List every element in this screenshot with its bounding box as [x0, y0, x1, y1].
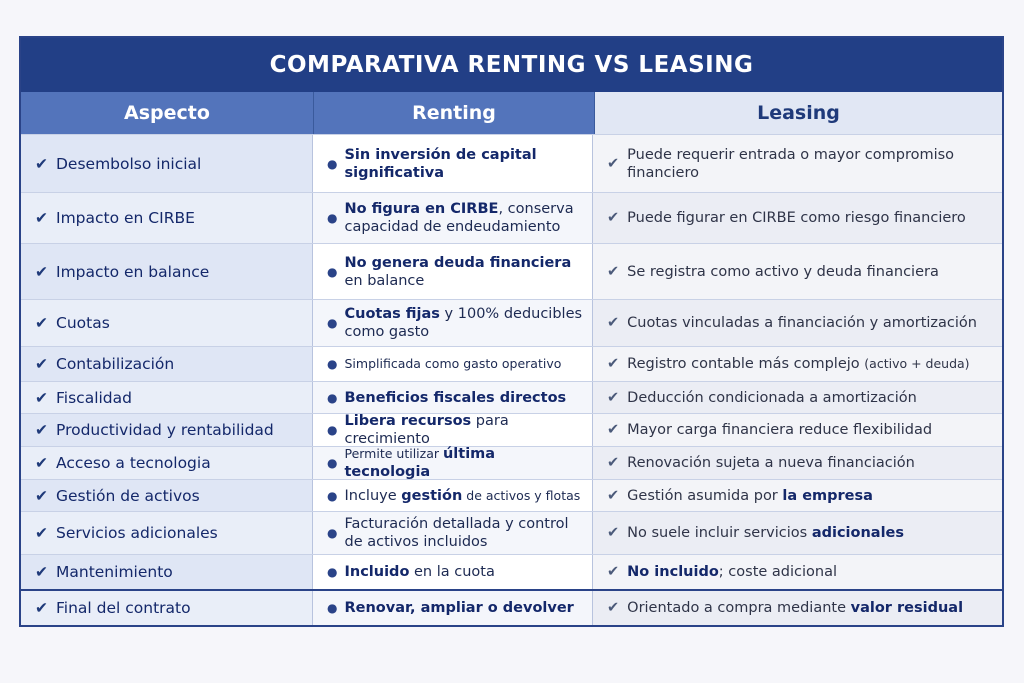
leasing-text-segment: No incluido — [627, 564, 719, 580]
renting-text-segment: Simplificada como gasto operativo — [344, 356, 562, 371]
renting-text-segment: última tecnologia — [344, 446, 496, 480]
leasing-text-segment: ; coste adicional — [718, 564, 837, 580]
bullet-icon: ● — [327, 601, 338, 615]
renting-text — [344, 389, 566, 407]
aspect-cell — [21, 555, 313, 589]
leasing-cell — [593, 480, 1002, 511]
renting-cell — [313, 193, 593, 243]
check-icon: ✔ — [35, 421, 48, 439]
header-renting: Renting — [314, 92, 595, 134]
table-row — [21, 479, 1002, 511]
header-aspecto: Aspecto — [21, 92, 314, 134]
aspect-label: Mantenimiento — [56, 563, 173, 581]
renting-text-segment: Facturación detallada y control de activos incluidos — [344, 516, 569, 550]
aspect-label: Impacto en CIRBE — [56, 209, 195, 227]
check-icon: ✔ — [607, 422, 620, 438]
table-row — [21, 381, 1002, 413]
leasing-cell — [593, 347, 1002, 381]
aspect-cell — [21, 480, 313, 511]
renting-text — [344, 515, 584, 551]
leasing-text-segment: adicionales — [811, 525, 905, 541]
renting-text — [344, 487, 580, 505]
renting-text — [344, 412, 584, 448]
renting-cell — [313, 447, 593, 479]
renting-cell — [313, 135, 593, 192]
renting-text-segment: , conserva capacidad de endeudamiento — [344, 201, 574, 235]
check-icon: ✔ — [607, 525, 620, 541]
check-icon: ✔ — [607, 455, 620, 471]
check-icon: ✔ — [607, 600, 620, 616]
aspect-label: Contabilización — [56, 355, 175, 373]
renting-text-segment: Cuotas fijas — [344, 306, 440, 322]
comparison-table — [19, 36, 1004, 627]
check-icon: ✔ — [35, 355, 48, 373]
aspect-cell — [21, 193, 313, 243]
table-body — [21, 134, 1002, 625]
aspect-cell — [21, 244, 313, 299]
table-row — [21, 413, 1002, 446]
bullet-icon: ● — [327, 390, 338, 405]
renting-text-segment: Beneficios fiscales directos — [344, 389, 567, 406]
renting-cell — [313, 480, 593, 511]
bullet-icon: ● — [327, 264, 338, 279]
aspect-cell — [21, 447, 313, 479]
leasing-cell — [593, 382, 1002, 413]
aspect-label: Cuotas — [56, 314, 110, 332]
renting-cell — [313, 512, 593, 554]
renting-cell — [313, 347, 593, 381]
renting-text-segment: Incluido — [344, 564, 410, 580]
leasing-text-segment: Renovación sujeta a nueva financiación — [627, 455, 915, 471]
check-icon: ✔ — [35, 209, 48, 227]
table-row — [21, 446, 1002, 479]
leasing-text-segment: Mayor carga financiera reduce flexibilidad — [627, 422, 933, 438]
table-row — [21, 589, 1002, 625]
renting-text — [344, 599, 573, 617]
table-row — [21, 134, 1002, 192]
renting-text-segment: No genera deuda financiera — [344, 254, 572, 271]
leasing-text-segment: No suele incluir servicios — [627, 525, 812, 541]
leasing-text — [627, 146, 994, 182]
renting-text-segment: Renovar, ampliar o devolver — [344, 600, 574, 616]
renting-text-segment: Incluye — [344, 487, 402, 504]
renting-text-segment: Permite utilizar — [344, 446, 443, 461]
check-icon: ✔ — [35, 314, 48, 332]
leasing-text-segment: valor residual — [850, 600, 964, 616]
header-leasing: Leasing — [595, 92, 1002, 134]
renting-text-segment: Libera recursos — [344, 413, 472, 429]
renting-cell — [313, 244, 593, 299]
leasing-cell — [593, 591, 1002, 625]
leasing-text — [627, 389, 917, 407]
aspect-label: Gestión de activos — [56, 486, 200, 505]
aspect-label: Fiscalidad — [56, 388, 132, 407]
bullet-icon: ● — [327, 357, 338, 371]
leasing-text — [627, 314, 977, 332]
leasing-cell — [593, 244, 1002, 299]
check-icon: ✔ — [607, 389, 620, 406]
check-icon: ✔ — [35, 388, 48, 407]
bullet-icon: ● — [327, 211, 338, 225]
bullet-icon: ● — [327, 456, 338, 470]
leasing-cell — [593, 300, 1002, 346]
check-icon: ✔ — [607, 263, 620, 280]
bullet-icon: ● — [327, 423, 338, 437]
aspect-label: Servicios adicionales — [56, 524, 218, 542]
check-icon: ✔ — [607, 564, 620, 580]
renting-text-segment: gestión — [401, 487, 463, 504]
leasing-cell — [593, 414, 1002, 446]
table-title: COMPARATIVA RENTING VS LEASING — [21, 38, 1002, 92]
renting-cell — [313, 300, 593, 346]
renting-text-segment: y 100% deducibles como gasto — [344, 306, 583, 340]
leasing-text-segment: Gestión asumida por — [627, 487, 783, 504]
table-row — [21, 243, 1002, 299]
leasing-text — [627, 263, 939, 281]
check-icon: ✔ — [607, 155, 620, 172]
bullet-icon: ● — [327, 488, 338, 503]
leasing-cell — [593, 555, 1002, 589]
check-icon: ✔ — [607, 210, 620, 226]
check-icon: ✔ — [35, 524, 48, 542]
table-row — [21, 192, 1002, 243]
aspect-label: Desembolso inicial — [56, 154, 202, 173]
check-icon: ✔ — [35, 262, 48, 281]
leasing-text-segment: Se registra como activo y deuda financiera — [627, 263, 939, 280]
leasing-text-segment: Orientado a compra mediante — [627, 600, 851, 616]
leasing-text — [627, 524, 904, 542]
bullet-icon: ● — [327, 526, 338, 540]
renting-text-segment: No figura en CIRBE — [344, 201, 499, 217]
renting-cell — [313, 414, 593, 446]
table-row — [21, 554, 1002, 589]
check-icon: ✔ — [35, 563, 48, 581]
renting-text-segment: de activos y flotas — [462, 487, 581, 503]
leasing-text-segment: Registro contable más complejo — [627, 356, 865, 372]
renting-text — [344, 200, 584, 236]
header-row — [21, 92, 1002, 134]
renting-text-segment: en balance — [344, 272, 425, 289]
leasing-text — [627, 209, 966, 227]
aspect-label: Acceso a tecnologia — [56, 454, 211, 472]
aspect-cell — [21, 512, 313, 554]
bullet-icon: ● — [327, 565, 338, 579]
leasing-text — [627, 487, 873, 505]
aspect-cell — [21, 414, 313, 446]
check-icon: ✔ — [35, 154, 48, 173]
renting-cell — [313, 382, 593, 413]
renting-text-segment: para crecimiento — [344, 413, 509, 447]
aspect-cell — [21, 300, 313, 346]
renting-text-segment: Sin inversión de capital significativa — [344, 146, 537, 181]
renting-text — [344, 355, 561, 373]
table-row — [21, 346, 1002, 381]
check-icon: ✔ — [35, 599, 48, 617]
aspect-label: Impacto en balance — [56, 262, 210, 281]
renting-text — [344, 305, 584, 341]
aspect-cell — [21, 347, 313, 381]
leasing-text-segment: la empresa — [782, 487, 873, 504]
aspect-label: Final del contrato — [56, 599, 191, 617]
leasing-text — [627, 421, 932, 439]
aspect-label: Productividad y rentabilidad — [56, 421, 274, 439]
leasing-text-segment: (activo + deuda) — [864, 356, 970, 371]
aspect-cell — [21, 591, 313, 625]
leasing-cell — [593, 193, 1002, 243]
check-icon: ✔ — [35, 486, 48, 505]
table-row — [21, 299, 1002, 346]
leasing-cell — [593, 135, 1002, 192]
table-row — [21, 511, 1002, 554]
leasing-text-segment: Puede figurar en CIRBE como riesgo financiero — [627, 210, 966, 226]
leasing-text-segment: Deducción condicionada a amortización — [627, 389, 917, 406]
aspect-cell — [21, 135, 313, 192]
leasing-text — [627, 454, 915, 472]
renting-text — [344, 254, 584, 290]
leasing-cell — [593, 447, 1002, 479]
leasing-text-segment: Puede requerir entrada o mayor compromiso financiero — [627, 146, 955, 181]
renting-text-segment: en la cuota — [409, 564, 495, 580]
renting-text — [344, 563, 494, 581]
aspect-cell — [21, 382, 313, 413]
check-icon: ✔ — [607, 315, 620, 331]
leasing-text — [627, 563, 837, 581]
bullet-icon: ● — [327, 316, 338, 330]
check-icon: ✔ — [35, 454, 48, 472]
check-icon: ✔ — [607, 487, 620, 504]
renting-cell — [313, 555, 593, 589]
check-icon: ✔ — [607, 356, 620, 372]
renting-text — [344, 146, 584, 182]
leasing-cell — [593, 512, 1002, 554]
bullet-icon: ● — [327, 156, 338, 171]
renting-text — [344, 445, 584, 481]
leasing-text-segment: Cuotas vinculadas a financiación y amortización — [627, 315, 977, 331]
leasing-text — [627, 599, 963, 617]
leasing-text — [627, 355, 969, 373]
renting-cell — [313, 591, 593, 625]
